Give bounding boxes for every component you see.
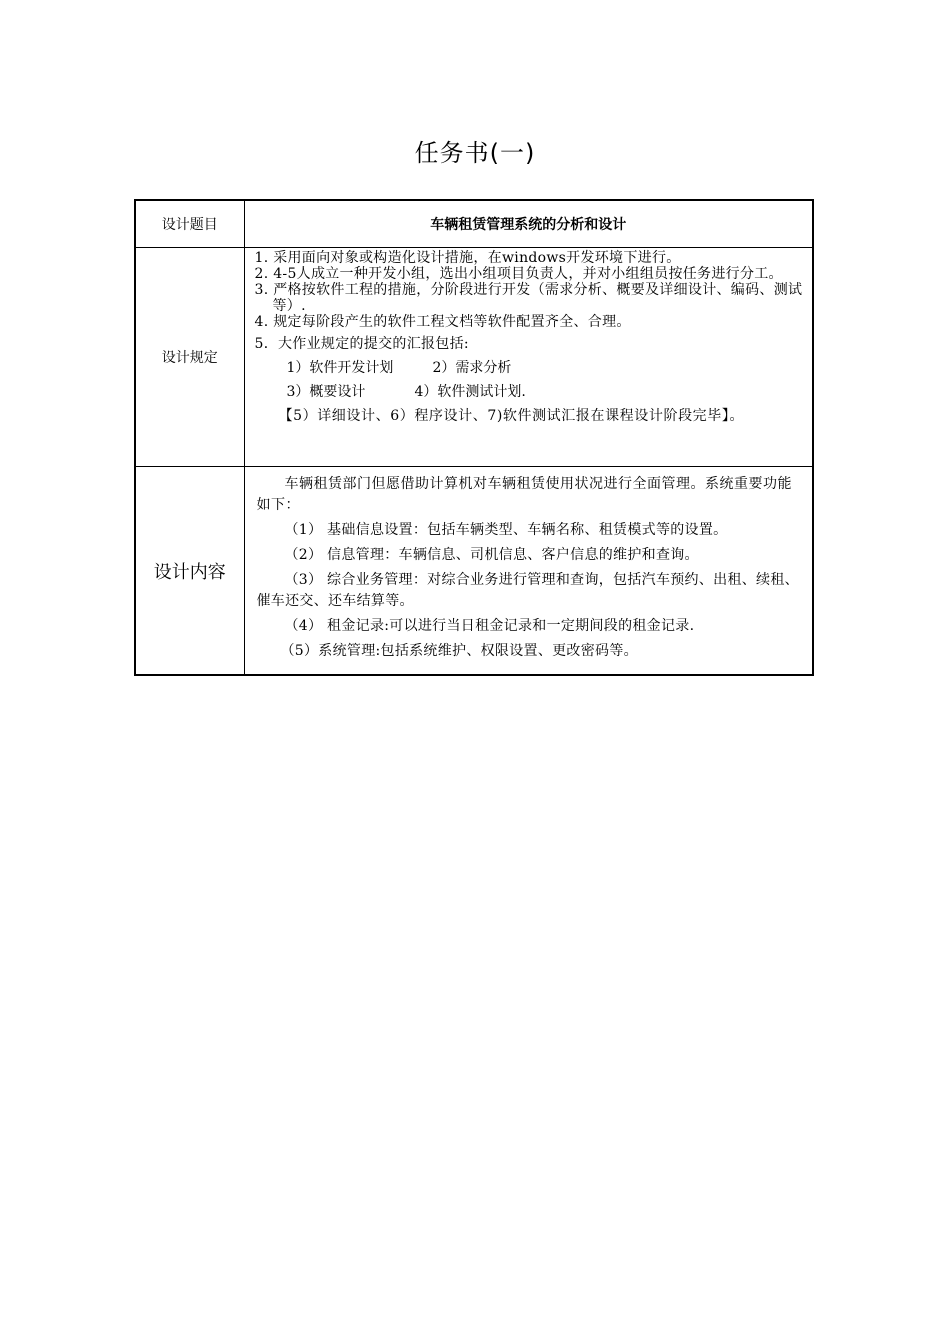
deliverable-3: 3）概要设计 — [286, 384, 366, 400]
deliverable-2: 2）需求分析 — [432, 360, 512, 376]
content-item-1: （1） 基础信息设置：包括车辆类型、车辆名称、租赁模式等的设置。 — [284, 522, 728, 538]
deliverable-line-1 — [255, 360, 805, 376]
content-label: 设计内容 — [135, 467, 244, 676]
topic-value: 车辆租赁管理系统的分析和设计 — [244, 200, 813, 248]
requirement-item-3: 3. 严格按软件工程的措施，分阶段进行开发（需求分析、概要及详细设计、编码、测试等）. — [254, 282, 803, 314]
table-row-topic — [135, 200, 813, 248]
content-item-5: （5）系统管理:包括系统维护、权限设置、更改密码等。 — [280, 643, 638, 659]
requirement-item-1: 1. 采用面向对象或构造化设计措施，在windows开发环境下进行。 — [254, 250, 681, 266]
content-item-4: （4） 租金记录:可以进行当日租金记录和一定期间段的租金记录. — [284, 618, 695, 634]
content-item-3: （3） 综合业务管理：对综合业务进行管理和查询，包括汽车预约、出租、续租、催车还交、还车结算等。 — [256, 572, 799, 609]
topic-label: 设计题目 — [135, 200, 244, 248]
table-row-content — [135, 467, 813, 676]
deliverable-4: 4）软件测试计划. — [414, 384, 526, 400]
requirements-cell — [244, 248, 813, 467]
table-row-requirements — [135, 248, 813, 467]
content-cell — [244, 467, 813, 676]
deliverable-line-2 — [255, 384, 805, 400]
requirements-label: 设计规定 — [135, 248, 244, 467]
content-intro: 车辆租赁部门但愿借助计算机对车辆租赁使用状况进行全面管理。系统重要功能如下： — [256, 476, 792, 513]
deliverable-1: 1）软件开发计划 — [286, 360, 394, 376]
task-table — [134, 199, 814, 676]
deliverable-note: 【5）详细设计、6）程序设计、7)软件测试汇报在课程设计阶段完毕】。 — [278, 408, 745, 424]
requirement-item-4: 4. 规定每阶段产生的软件工程文档等软件配置齐全、合理。 — [254, 314, 631, 330]
requirement-item-5: 5．大作业规定的提交的汇报包括: — [254, 336, 469, 352]
document-title: 任务书(一) — [414, 139, 536, 167]
content-item-2: （2） 信息管理：车辆信息、司机信息、客户信息的维护和查询。 — [284, 547, 699, 563]
requirement-item-2: 2. 4-5人成立一种开发小组，选出小组项目负责人，并对小组组员按任务进行分工。 — [254, 266, 783, 282]
